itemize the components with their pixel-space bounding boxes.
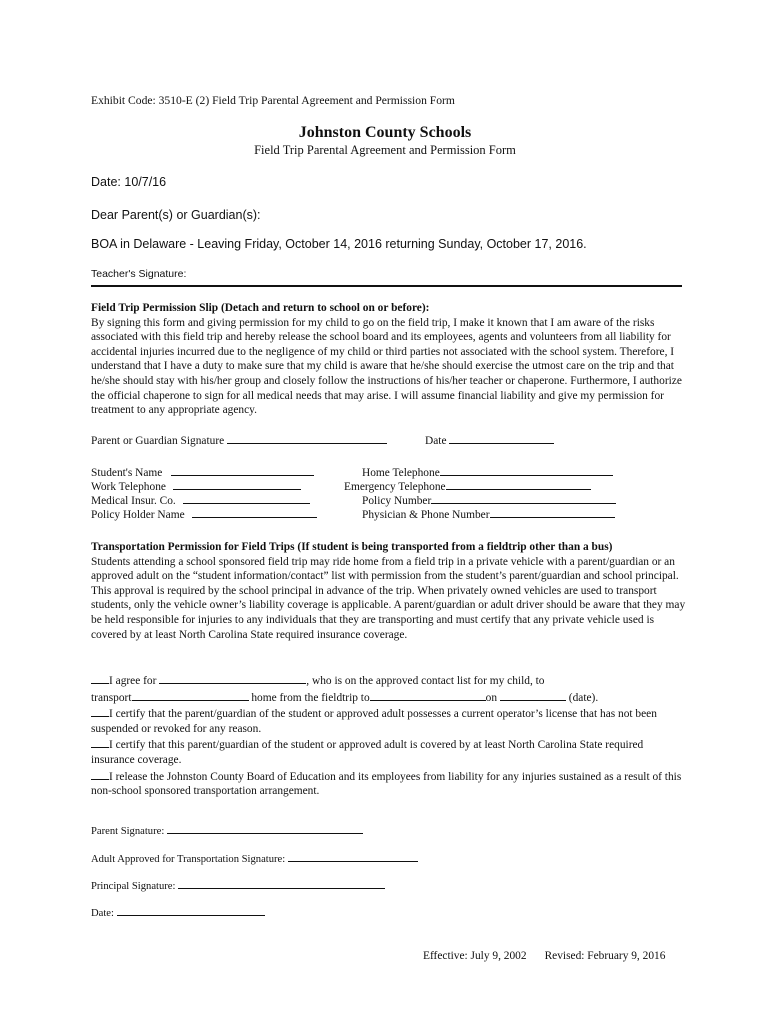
transport-date-field[interactable]: [500, 689, 566, 701]
permission-slip-heading: Field Trip Permission Slip (Detach and return to school on or before):: [91, 302, 430, 314]
home-from-label: home from the fieldtrip to: [251, 691, 370, 704]
physician-label: Physician & Phone Number: [362, 509, 490, 521]
adult-approved-sign-row: [91, 850, 418, 865]
transportation-heading: Transportation Permission for Field Trips (If student is being transported from a fieldtrip other than a bus): [91, 541, 613, 553]
footer-dates: [423, 950, 665, 962]
principal-sign-field[interactable]: [178, 877, 385, 889]
agree-prefix: I agree for: [109, 675, 157, 687]
transport-student-field[interactable]: [132, 689, 249, 701]
home-telephone-field[interactable]: [440, 464, 613, 476]
release-text: I release the Johnston County Board of Education and its employees from liability for any injuries sustained as a result of this non-school sponsored transportation arrangement.: [91, 770, 682, 798]
permission-slip-section: [91, 301, 687, 418]
parent-signature-field[interactable]: [227, 432, 387, 444]
emergency-telephone-row: [344, 478, 591, 493]
detach-divider: [91, 285, 682, 287]
insurance-certify-text: I certify that this parent/guardian of the student or approved adult is covered by at least North Carolina State required insurance coverage.: [91, 739, 644, 766]
student-name-label: Student's Name: [91, 467, 163, 479]
salutation: Dear Parent(s) or Guardian(s):: [91, 208, 261, 222]
emergency-telephone-field[interactable]: [446, 478, 591, 490]
date-line: [91, 175, 166, 189]
parent-sign-field[interactable]: [167, 822, 363, 834]
permission-slip-body: By signing this form and giving permission for my child to go on the field trip, I make it known that I am aware of the risks associated with this field trip and hereby release the school board and its employees, agents and volunteers from all liability for accidental injuries incurred due to the negligence of my child or third parties not associated with the school system. Therefore, I understand that I have a duty to make sure that my child is aware that he/she should exercise the utmost care on the trip and that he/she should stay with his/her group and closely follow the instructions of his/her teacher or chaperone. Furthermore, I authorize the official chaperone to sign for all medical needs that may arise. I will assume financial liability and give my permission for treatment to any appropriate agency.: [91, 316, 682, 417]
release-checkbox[interactable]: [91, 768, 109, 780]
work-telephone-field[interactable]: [173, 478, 301, 490]
student-name-row: [91, 464, 314, 479]
transport-label: transport: [91, 691, 132, 704]
slip-date-row: [425, 432, 554, 447]
school-name: Johnston County Schools: [298, 124, 472, 141]
policy-number-row: [362, 492, 616, 507]
physician-field[interactable]: [490, 506, 615, 518]
fieldtrip-destination-field[interactable]: [370, 689, 486, 701]
policy-holder-row: [91, 506, 317, 521]
signature-date-field[interactable]: [117, 904, 265, 916]
transportation-section: [91, 540, 687, 642]
parent-signature-row: [91, 432, 387, 447]
form-title: Field Trip Parental Agreement and Permission Form: [254, 143, 516, 157]
policy-holder-label: Policy Holder Name: [91, 509, 185, 521]
effective-date: Effective: July 9, 2002: [423, 950, 527, 962]
policy-number-label: Policy Number: [362, 495, 432, 507]
approved-adult-field[interactable]: [159, 672, 306, 684]
license-certify-text: I certify that the parent/guardian of the student or approved adult possesses a current operator’s license that has not been suspended or revoked for any reason.: [91, 708, 657, 735]
policy-number-field[interactable]: [431, 492, 616, 504]
revised-date: Revised: February 9, 2016: [544, 950, 666, 962]
date-value: 10/7/16: [124, 175, 167, 189]
slip-date-label: Date: [425, 435, 447, 447]
physician-row: [362, 506, 615, 521]
teacher-signature-label: Teacher's Signature:: [91, 268, 187, 280]
slip-date-field[interactable]: [449, 432, 554, 444]
signature-date-row: [91, 904, 265, 919]
agreement-section: [91, 672, 687, 799]
student-name-field[interactable]: [171, 464, 314, 476]
agree-checkbox[interactable]: [91, 672, 109, 684]
agree-suffix: , who is on the approved contact list for my child, to: [306, 675, 545, 687]
transportation-body: Students attending a school sponsored field trip may ride home from a field trip in a private vehicle with a parent/guardian or an approved adult on the “student information/contact” list with permission from the student’s parent/guardian and school principal. This approval is required by the school principal in advance of the trip. When privately owned vehicles are used to transport students, only the vehicle owner’s liability coverage is applicable. A parent/guardian or adult driver should be aware that they may be held responsible for injuries to any individuals that they are transporting and must certify that any private vehicle used is covered by at least North Carolina State required insurance coverage.: [91, 555, 686, 641]
work-telephone-label: Work Telephone: [91, 481, 166, 493]
medical-insurance-field[interactable]: [183, 492, 310, 504]
medical-insurance-label: Medical Insur. Co.: [91, 495, 176, 507]
adult-approved-sign-field[interactable]: [288, 850, 418, 862]
home-telephone-label: Home Telephone: [362, 467, 440, 479]
trip-description: BOA in Delaware - Leaving Friday, October 14, 2016 returning Sunday, October 17, 2016.: [91, 237, 587, 251]
emergency-telephone-label: Emergency Telephone: [344, 481, 446, 493]
home-telephone-row: [362, 464, 613, 479]
parent-sign-label: Parent Signature:: [91, 826, 165, 837]
work-telephone-row: [91, 478, 301, 493]
date-label: Date:: [91, 175, 121, 189]
on-label: on: [485, 691, 498, 704]
date-paren-label: (date).: [568, 691, 599, 704]
insurance-checkbox[interactable]: [91, 736, 109, 748]
exhibit-code: Exhibit Code: 3510-E (2) Field Trip Parental Agreement and Permission Form: [91, 94, 455, 107]
parent-sign-row: [91, 822, 363, 837]
medical-insurance-row: [91, 492, 310, 507]
adult-approved-sign-label: Adult Approved for Transportation Signature:: [91, 854, 286, 865]
parent-signature-label: Parent or Guardian Signature: [91, 435, 225, 447]
principal-sign-row: [91, 877, 385, 892]
principal-sign-label: Principal Signature:: [91, 881, 176, 892]
license-checkbox[interactable]: [91, 705, 109, 717]
policy-holder-field[interactable]: [192, 506, 317, 518]
signature-date-label: Date:: [91, 908, 114, 919]
